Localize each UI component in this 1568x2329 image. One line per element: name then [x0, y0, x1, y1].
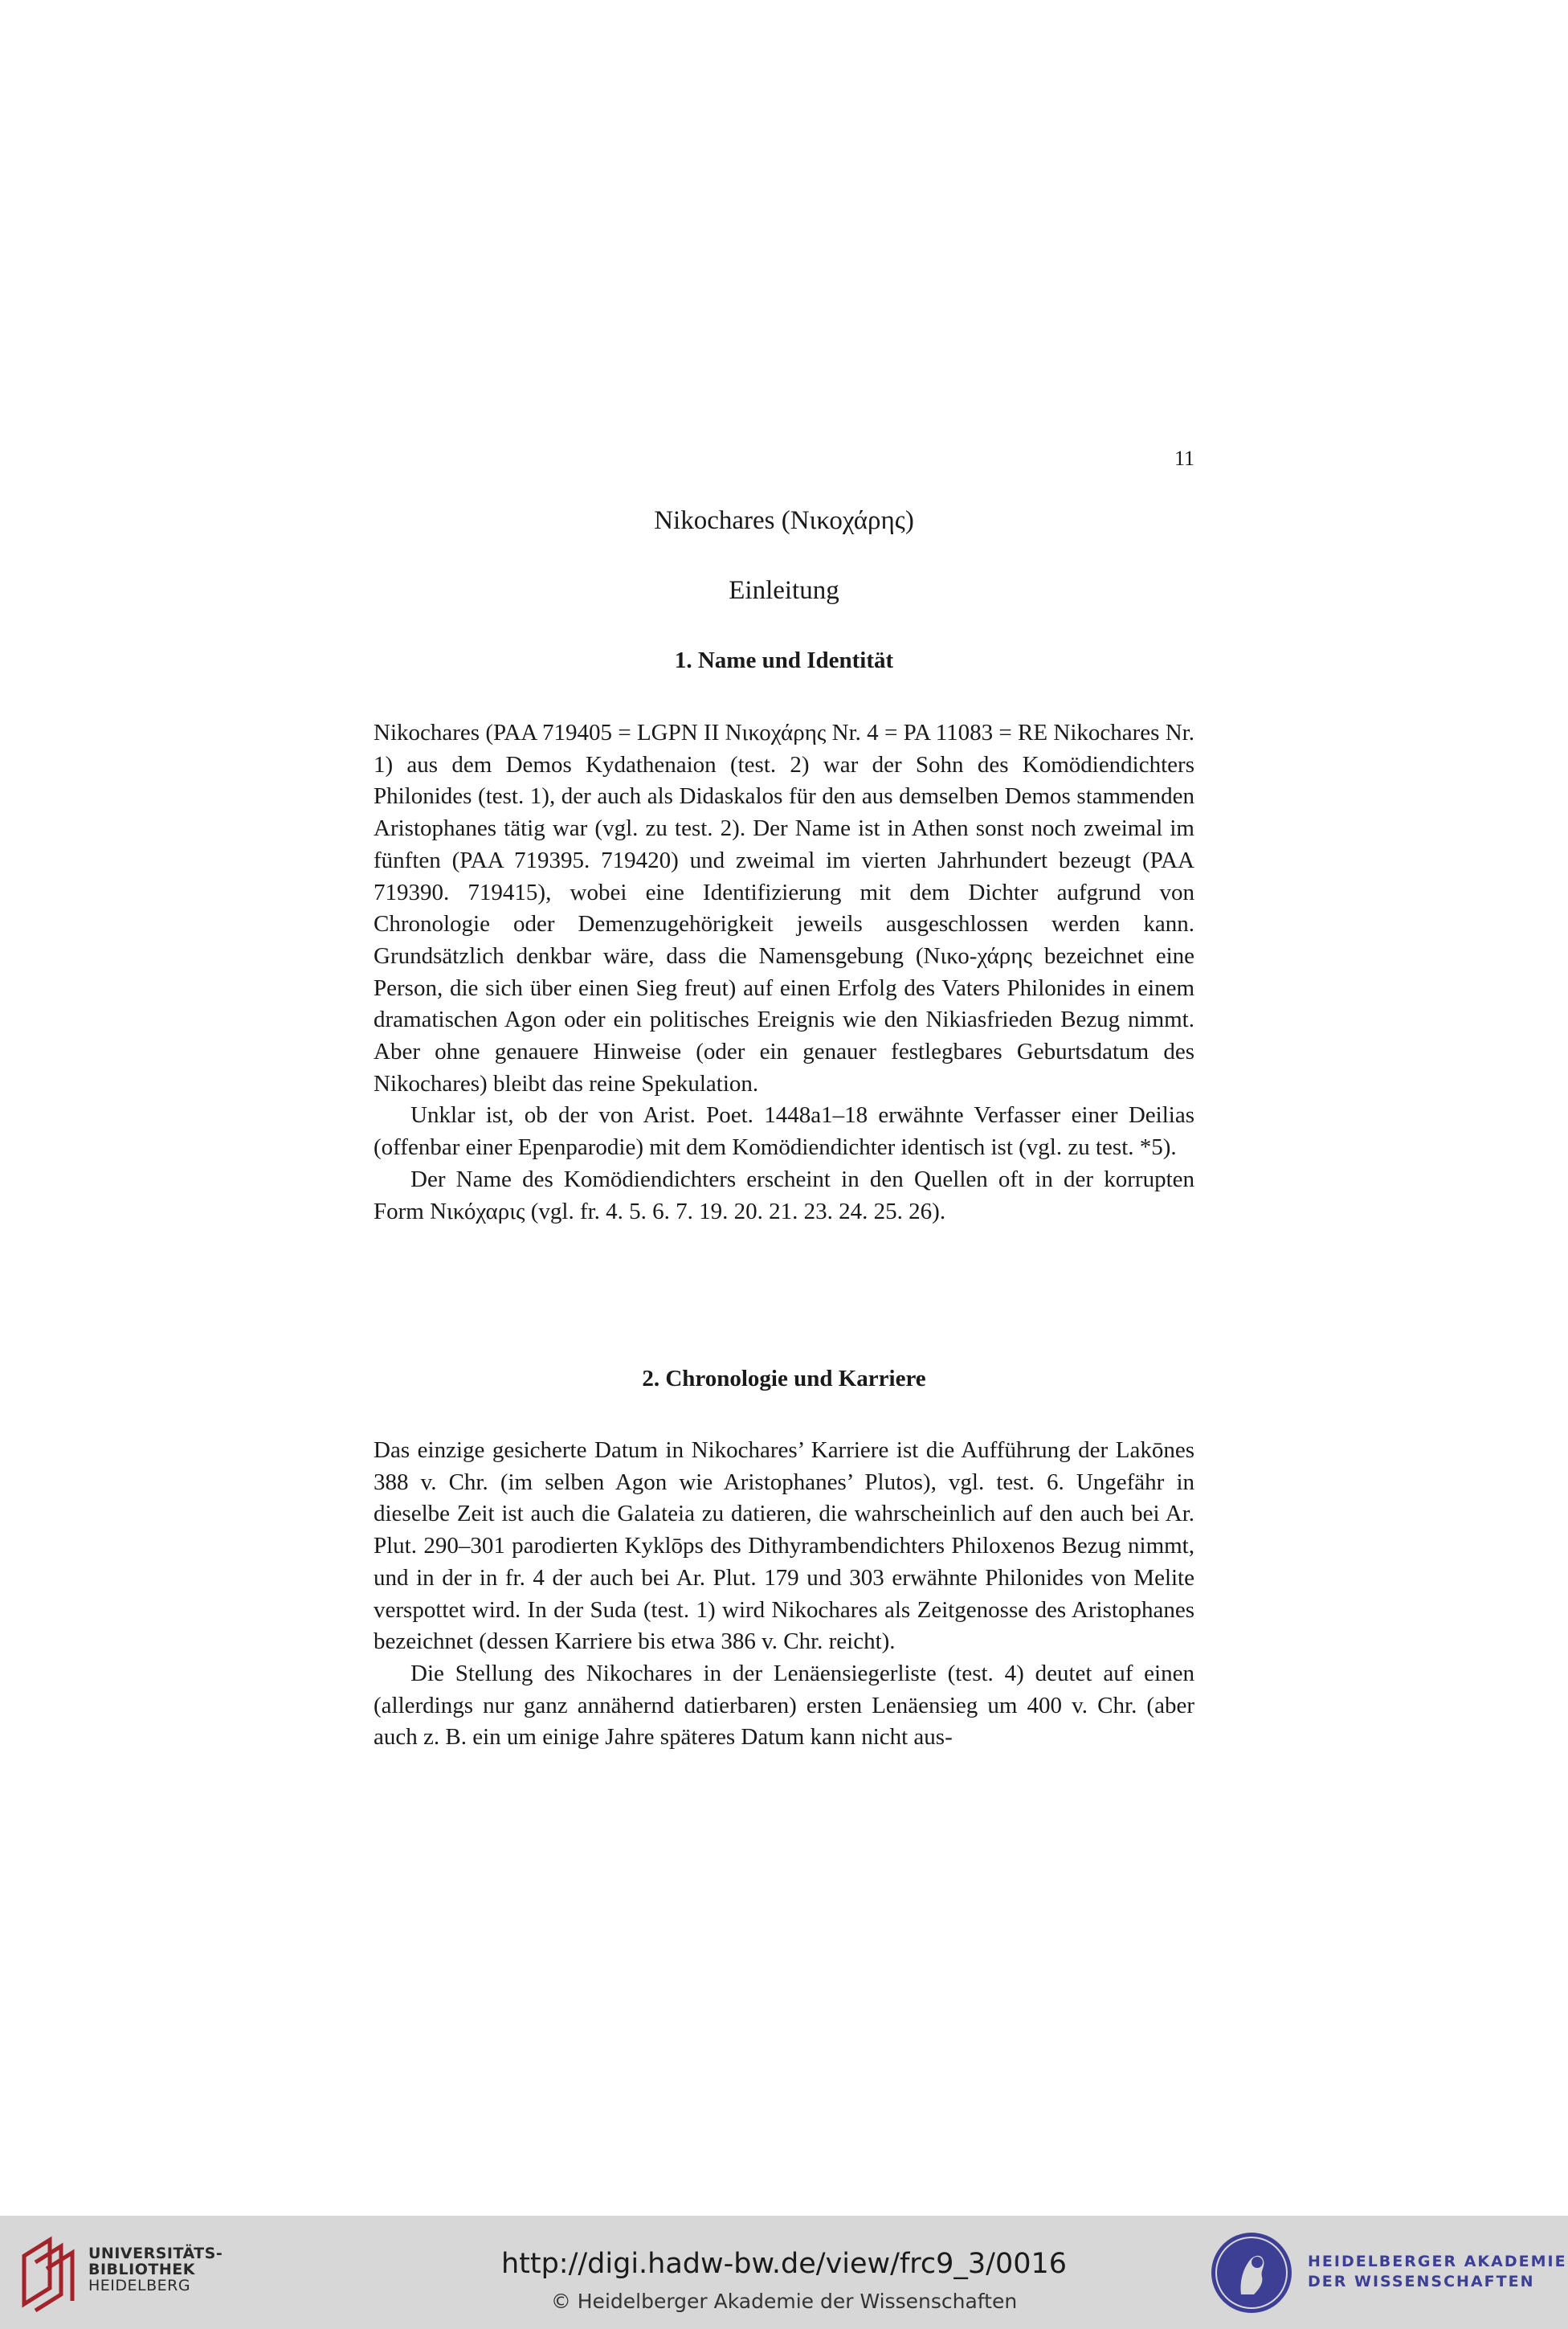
paragraph: Die Stellung des Nikochares in der Lenäensiegerliste (test. 4) deutet auf einen (allerdings nur ganz annähernd datierbaren) ersten Lenäensieg um 400 v. Chr. (aber auch z. B. ein um einige Jahre späteres Datum kann nicht aus-	[374, 1660, 1194, 1751]
footer-copyright: © Heidelberger Akademie der Wissenschaften	[550, 2290, 1018, 2313]
academy-seal-logo-icon	[1209, 2230, 1294, 2315]
section-1-heading: 1. Name und Identität	[674, 648, 894, 673]
logo-line: HEIDELBERG	[88, 2277, 191, 2294]
paragraph: Das einzige gesicherte Datum in Nikochares’ Karriere ist die Aufführung der Lakōnes 388 v. Chr. (im selben Agon wie Aristophanes’ Plutos), vgl. test. 6. Ungefähr in dieselbe Zeit ist auch die Galateia zu datieren, die wahrscheinlich auf den auch bei Ar. Plut. 290–301 parodierten Kyklōps des Dithyrambendichters Philoxenos Bezug nimmt, und in der in fr. 4 der auch bei Ar. Plut. 179 und 303 erwähnte Philonides von Melite verspottet wird. In der Suda (test. 1) wird Nikochares als Zeitgenosse des Aristophanes bezeichnet (dessen Karriere bis etwa 386 v. Chr. reicht).	[374, 1437, 1194, 1655]
logo-line: UNIVERSITÄTS-	[88, 2245, 223, 2262]
section-2-body	[374, 1435, 1194, 1754]
section-heading-einleitung: Einleitung	[729, 576, 839, 605]
section-1-body	[374, 717, 1194, 1228]
logo-line: DER WISSENSCHAFTEN	[1308, 2273, 1535, 2290]
footer-bar	[0, 2216, 1568, 2329]
paragraph: Unklar ist, ob der von Arist. Poet. 1448a1–18 erwähnte Verfasser einer Deilias (offenbar einer Epenparodie) mit dem Komödiendichter identisch ist (vgl. zu test. *5).	[374, 1102, 1194, 1161]
academy-logo-text	[1308, 2252, 1567, 2292]
logo-line: BIBLIOTHEK	[88, 2261, 195, 2278]
page-title: Nikochares (Νικοχάρης)	[654, 506, 914, 535]
section-2-heading: 2. Chronologie und Karriere	[642, 1366, 926, 1391]
footer-url-link[interactable]: http://digi.hadw-bw.de/view/frc9_3/0016	[500, 2248, 1068, 2280]
logo-line: HEIDELBERGER AKADEMIE	[1308, 2253, 1567, 2270]
page-number: 11	[1174, 447, 1194, 470]
paragraph: Nikochares (PAA 719405 = LGPN II Νικοχάρης Nr. 4 = PA 11083 = RE Nikochares Nr. 1) aus dem Demos Kydathenaion (test. 2) war der Sohn des Komödiendichters Philonides (test. 1), der auch als Didaskalos für den aus demselben Demos stammenden Aristophanes tätig war (vgl. zu test. 2). Der Name ist in Athen sonst noch zweimal im fünften (PAA 719395. 719420) und zweimal im vierten Jahrhundert bezeugt (PAA 719390. 719415), wobei eine Identifizierung mit dem Dichter aufgrund von Chronologie oder Demenzugehörigkeit jeweils ausgeschlossen werden kann. Grundsätzlich denkbar wäre, dass die Namensgebung (Νικο-χάρης bezeichnet eine Person, die sich über einen Sieg freut) auf einen Erfolg des Vaters Philonides in einem dramatischen Agon oder ein politisches Ereignis wie den Nikiasfrieden Bezug nimmt. Aber ohne genauere Hinweise (oder ein genauer festlegbares Geburtsdatum des Nikochares) bleibt das reine Spekulation.	[374, 720, 1194, 1097]
paragraph: Der Name des Komödiendichters erscheint in den Quellen oft in der korrupten Form Νικόχαρις (vgl. fr. 4. 5. 6. 7. 19. 20. 21. 23. 24. 25. 26).	[374, 1166, 1194, 1224]
